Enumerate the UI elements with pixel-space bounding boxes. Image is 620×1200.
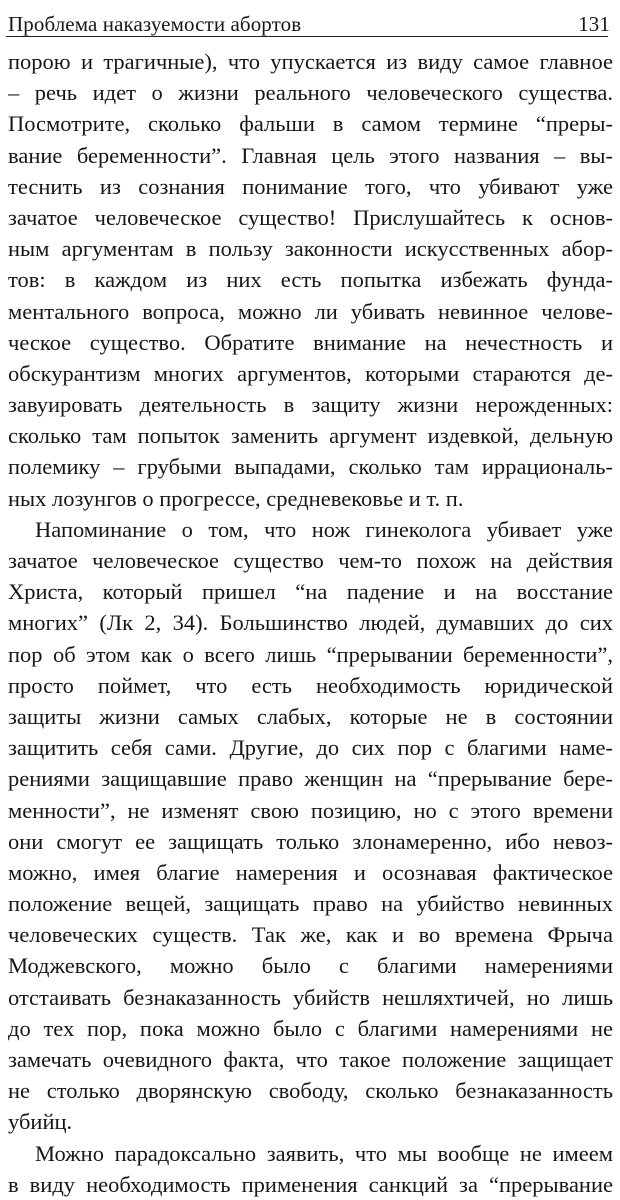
body-text	[8, 46, 613, 1200]
text-line: убийц.	[8, 1109, 73, 1135]
text-line: они смогут ее защищать только злонамеренно, ибо невоз-	[8, 828, 613, 854]
text-line: защиты жизни самых слабых, которые не в состоянии	[8, 703, 613, 729]
text-line: Посмотрите, сколько фальши в самом термине “преры-	[8, 111, 613, 137]
text-line: Можно парадоксально заявить, что мы вообще не имеем	[35, 1140, 613, 1166]
text-line: – речь идет о жизни реального человеческого существа.	[8, 80, 613, 106]
text-line: можно, имея благие намерения и осознавая фактическое	[8, 859, 613, 885]
header-rule	[6, 36, 608, 37]
running-head	[8, 3, 610, 37]
text-line: человеческих существ. Так же, как и во времена Фрыча	[8, 922, 613, 948]
text-line: ным аргументам в пользу законности искусственных абор-	[8, 236, 613, 262]
text-line: полемику – грубыми выпадами, сколько там иррациональ-	[8, 454, 613, 480]
text-line: вание беременности”. Главная цель этого названия – вы-	[8, 142, 613, 168]
text-line: сколько там попыток заменить аргумент издевкой, дельную	[8, 423, 613, 449]
text-line: положение вещей, защищать право на убийство невинных	[8, 891, 613, 917]
text-line: замечать очевидного факта, что такое положение защищает	[8, 1047, 613, 1072]
text-line: ческое существо. Обратите внимание на нечестность и	[8, 329, 613, 355]
text-line: не столько дворянскую свободу, сколько безнаказанность	[8, 1078, 613, 1104]
text-line: тов: в каждом из них есть попытка избежать фунда-	[8, 267, 613, 293]
text-line: многих” (Лк 2, 34). Большинство людей, думавших до сих	[8, 610, 613, 636]
text-line: менности”, не изменят свою позицию, но с этого времени	[8, 797, 613, 823]
text-line: обскурантизм многих аргументов, которыми стараются де-	[8, 360, 613, 386]
text-line: ментального вопроса, можно ли убивать невинное челове-	[8, 298, 613, 324]
text-line: Христа, который пришел “на падение и на восстание	[8, 579, 613, 605]
running-title: Проблема наказуемости абортов	[8, 12, 302, 36]
text-line: ных лозунгов о прогрессе, средневековье и т. п.	[8, 485, 464, 511]
text-line: порою и трагичные), что упускается из виду самое главное	[8, 49, 613, 74]
text-line: Напоминание о том, что нож гинеколога убивает уже	[35, 516, 613, 542]
text-line: до тех пор, пока можно было с благими намерениями не	[8, 1015, 613, 1041]
text-line: отстаивать безнаказанность убийств нешляхтичей, но лишь	[8, 984, 613, 1010]
text-line: пор об этом как о всего лишь “прерывании беременности”,	[8, 641, 613, 667]
text-line: Моджевского, можно было с благими намерениями	[8, 953, 613, 979]
text-line: в виду необходимость применения санкций за “прерывание	[8, 1171, 613, 1197]
page-number: 131	[578, 12, 610, 36]
text-line: рениями защищавшие право женщин на “прерывание бере-	[8, 766, 613, 792]
text-line: защитить себя сами. Другие, до сих пор с благими наме-	[8, 735, 613, 761]
text-line: просто поймет, что есть необходимость юридической	[8, 672, 613, 698]
text-line: завуировать деятельность в защиту жизни нерожденных:	[8, 392, 613, 418]
text-line: зачатое человеческое существо! Прислушайтесь к основ-	[8, 204, 613, 230]
text-line: теснить из сознания понимание того, что убивают уже	[8, 173, 613, 199]
text-line: зачатое человеческое существо чем-то похож на действия	[8, 548, 613, 573]
